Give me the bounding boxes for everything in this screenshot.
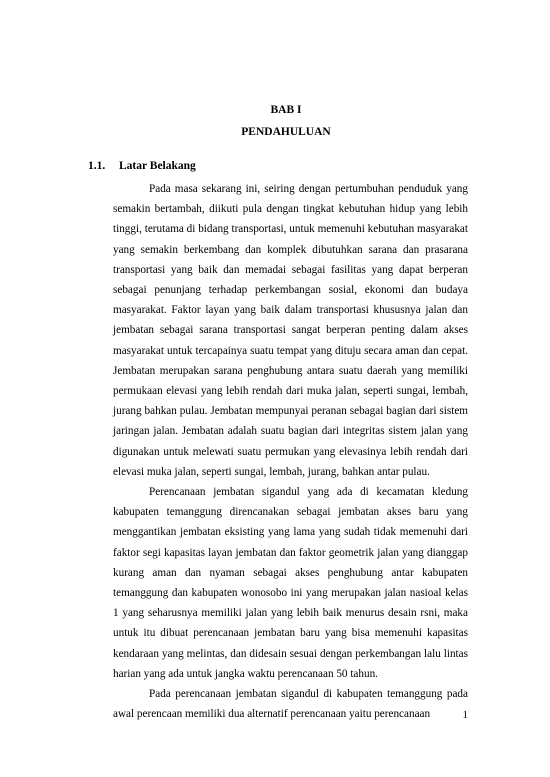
body-text xyxy=(113,179,468,724)
paragraph-2: Perencanaan jembatan sigandul yang ada di kecamatan kledung kabupaten temanggung direncanakan sebagai jembatan akses baru yang menggantikan jembatan eksisting yang lama yang sudah tidak memenuhi dari faktor segi kapasitas layan jembatan dan faktor geometrik jalan yang dianggap kurang aman dan nyaman sebagai akses penghubung antar kabupaten temanggung dan kabupaten wonosobo ini yang merupakan jalan nasioal kelas 1 yang seharusnya memiliki jalan yang lebih baik menurus desain rsni, maka untuk itu dibuat perencanaan jembatan baru yang bisa memenuhi kapasitas kendaraan yang melintas, dan didesain sesuai dengan perkembangan lalu lintas harian yang ada untuk jangka waktu perencanaan 50 tahun. xyxy=(113,486,468,680)
section-number: 1.1. xyxy=(88,160,106,172)
chapter-title: PENDAHULUAN xyxy=(241,126,331,138)
paragraph-1: Pada masa sekarang ini, seiring dengan pertumbuhan penduduk yang semakin bertambah, diikuti pula dengan tingkat kebutuhan hidup yang lebih tinggi, terutama di bidang transportasi, untuk memenuhi kebutuhan masyarakat yang semakin berkembang dan komplek dibutuhkan sarana dan prasarana transportasi yang baik dan memadai sebagai fasilitas yang dapat berperan sebagai penunjang terhadap perkembangan sosial, ekonomi dan budaya masyarakat. Faktor layan yang baik dalam transportasi khususnya jalan dan jembatan sebagai sarana transportasi sangat berperan penting dalam akses masyarakat untuk tercapainya suatu tempat yang dituju secara aman dan cepat. Jembatan merupakan sarana penghubung antara suatu daerah yang memiliki permukaan elevasi yang lebih rendah dari muka jalan, seperti sungai, lembah, jurang bahkan pulau. Jembatan mempunyai peranan sebagai bagian dari sistem jaringan jalan. Jembatan adalah suatu bagian dari integritas sistem jalan yang digunakan untuk melewati suatu permukan yang elevasinya lebih rendah dari elevasi muka jalan, seperti sungai, lembah, jurang, bahkan antar pulau. xyxy=(113,183,468,478)
section-title: Latar Belakang xyxy=(119,160,196,172)
paragraph-3: Pada perencanaan jembatan sigandul di kabupaten temanggung pada awal perencaan memiliki dua alternatif perencanaan yaitu perencanaan xyxy=(113,688,468,721)
chapter-number: BAB I xyxy=(270,104,302,116)
section-heading xyxy=(88,159,196,173)
page-number: 1 xyxy=(462,709,468,721)
